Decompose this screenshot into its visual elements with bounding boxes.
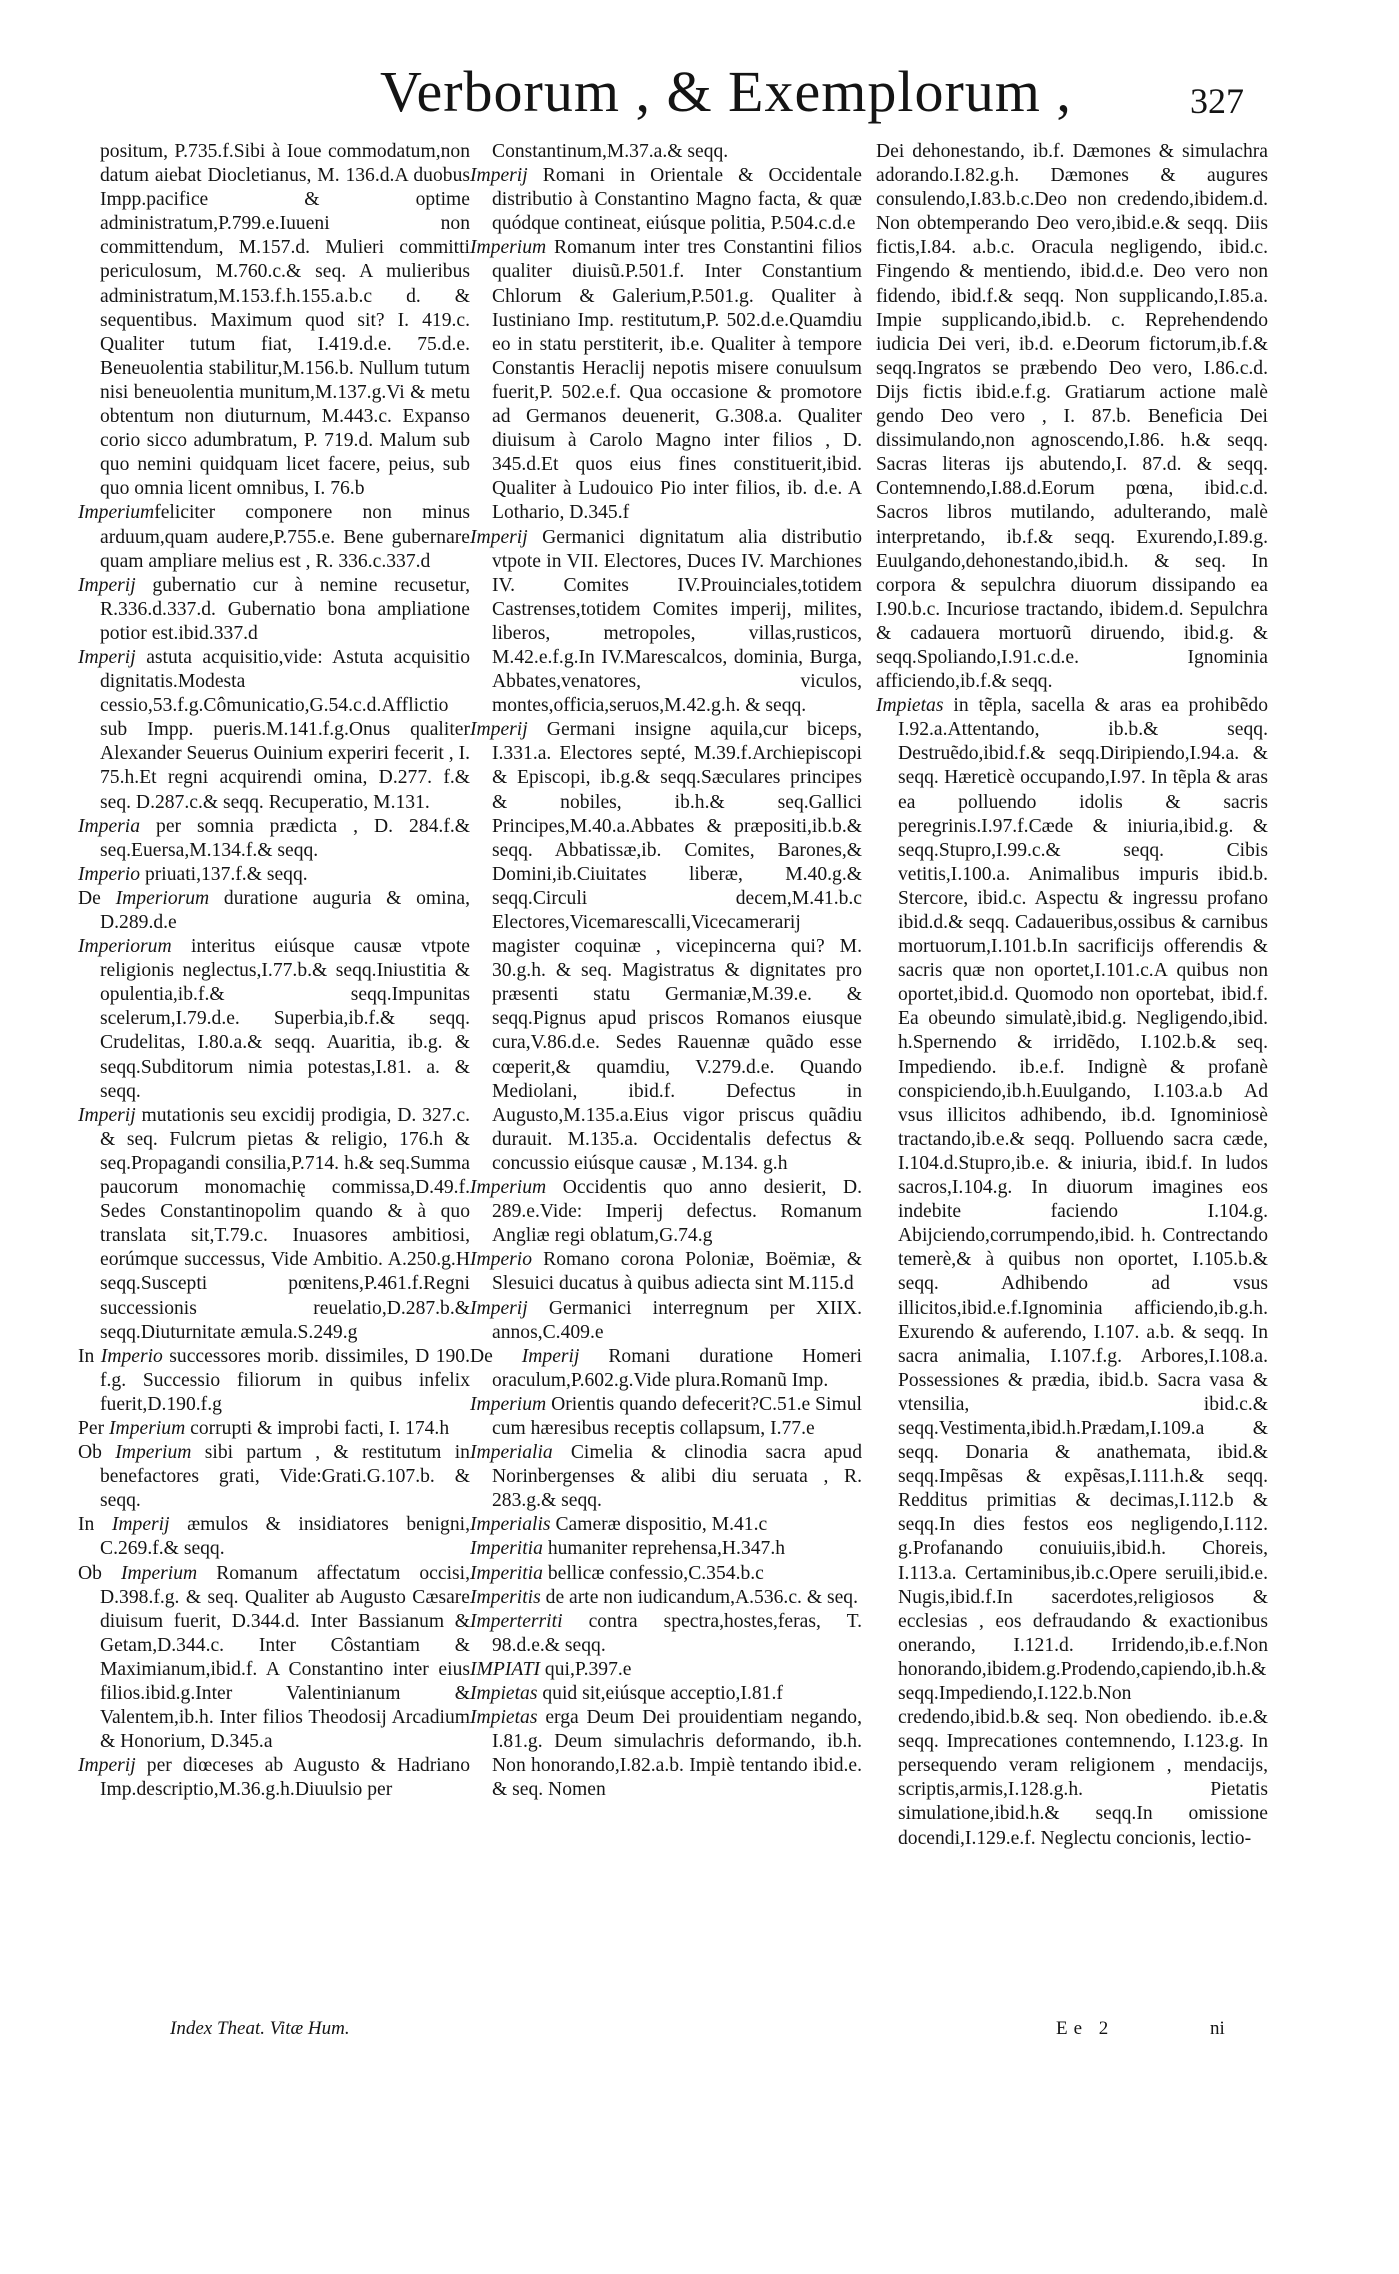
running-footer-title: Index Theat. Vitæ Hum. — [170, 2018, 350, 2039]
entry-text: Germanici dignitatum alia distributio vtpote in VII. Electores, Duces IV. Marchiones IV. Comites IV.Prouinciales,totidem Castrenses,totidem Comites imperij, milites, liberos, metropoles, villas,rusticos, M.42.e.f.g.In IV.Marescalcos, dominia, Burga, Abbates,venatores, viculos, montes,officia,seruos,M.42.g.h. & seqq. — [492, 526, 862, 717]
index-entry — [470, 164, 862, 236]
entry-headword: Imperialis — [470, 1514, 551, 1536]
entry-headword: Imperialia — [470, 1442, 553, 1464]
entry-headword: Imperio — [470, 1249, 533, 1271]
entry-text: erga Deum Dei prouidentiam negando, I.81.g. Deum simulachris deformando, ib.h. Non honorando,I.82.a.b. Impiè tentando ibid.e. & seq. Nomen — [492, 1707, 862, 1801]
entry-text: quid sit,eiúsque acceptio,I.81.f — [537, 1683, 783, 1704]
continuation-text: Constantinum,M.37.a.& seqq. — [492, 141, 729, 162]
page-header — [0, 58, 1260, 138]
entry-text: mutationis seu excidij prodigia, D. 327.c. & seq. Fulcrum pietas & religio, 176.h & seq.Propagandi consilia,P.714. h.& seq.Summa paucorum monomachię commissa,D.49.f. Sedes Constantinopolim quando & à quo translata sit,T.79.c. Inuasores ambitiosi, eorúmque successus, Vide Ambitio. A.250.g.H seqq.Suscepti pœnitens,P.461.f.Regni successionis reuelatio,D.287.b.& seqq.Diuturnitate æmula.S.249.g — [100, 1104, 470, 1343]
entry-text: duratione auguria & omina, D.289.d.e — [100, 887, 470, 933]
index-entry — [78, 1441, 470, 1513]
index-entry — [470, 236, 862, 525]
entry-headword: Imperium — [470, 237, 547, 259]
entry-headword: Imperium — [470, 1393, 547, 1415]
catchword: ni — [1210, 2018, 1225, 2039]
entry-text: gubernatio cur à nemine recusetur, R.336.d.337.d. Gubernatio bona ampliatione potior est.ibid.337.d — [100, 574, 470, 644]
entry-headword: Imperitis — [470, 1586, 541, 1608]
index-entry — [470, 1513, 862, 1537]
index-entry — [470, 1441, 862, 1513]
continuation-text: positum, P.735.f.Sibi à Ioue commodatum,non datum aiebat Diocletianus, M. 136.d.A duobus Impp.pacifice & optime administratum,P.799.e.Iuueni non committendum, M.157.d. Mulieri committi periculosum, M.760.c.& seq. A mulieribus administratum,M.153.f.h.155.a.b.c d. & sequentibus. Maximum quod sit? I. 419.c. Qualiter tutum fiat, I.419.d.e. 75.d.e. Beneuolentia stabilitur,M.156.b. Nullum tutum nisi beneuolentia munitum,M.137.g.Vi & metu obtentum non diuturnum, M.443.c. Expanso corio sicco adumbratum, P. 719.d. Malum sub quo nemini quidquam licet facere, peius, sub quo omnia licent omnibus, I. 76.b — [100, 141, 470, 500]
entry-prefix: Per — [78, 1417, 110, 1439]
entry-headword: Imperium — [470, 1177, 547, 1199]
index-entry — [78, 1513, 470, 1561]
entry-headword: Imperij — [470, 1297, 528, 1319]
index-entry — [470, 1682, 862, 1706]
entry-headword: Imperij — [470, 165, 528, 187]
entry-text: sibi partum , & restitutum in benefactores grati, Vide:Grati.G.107.b. & seqq. — [100, 1442, 470, 1512]
entry-prefix: In — [78, 1514, 112, 1536]
entry-prefix: De — [470, 1345, 522, 1367]
entry-text: per somnia prædicta , D. 284.f.& seq.Euersa,M.134.f.& seqq. — [100, 815, 470, 861]
entry-headword: Imperij — [470, 526, 528, 548]
index-entry — [78, 935, 470, 1104]
index-entry — [470, 1176, 862, 1248]
entry-headword: Imperij — [78, 574, 136, 596]
index-entry — [470, 1537, 862, 1561]
entry-text: Romani duratione Homeri oraculum,P.602.g.Vide plura.Romanũ Imp. — [492, 1345, 862, 1391]
entry-text: æmulos & insidiatores benigni, C.269.f.& seqq. — [100, 1514, 470, 1560]
entry-headword: Imperij — [78, 646, 136, 668]
entry-headword: Impietas — [876, 695, 944, 717]
index-entry — [78, 887, 470, 935]
entry-text: Romanum affectatum occisi, D.398.f.g. & seq. Qualiter ab Augusto Cæsare diuisum fuerit, D.344.d. Inter Bassianum & Getam,D.344.c. Inter Côstantiam & Maximianum,ibid.f. A Constantino inter eius filios.ibid.g.Inter Valentinianum & Valentem,ib.h. Inter filios Theodosij Arcadium & Honorium, D.345.a — [100, 1562, 470, 1753]
entry-text: Cameræ dispositio, M.41.c — [550, 1514, 768, 1536]
index-column-1 — [78, 140, 470, 1802]
entry-text: Romanum inter tres Constantini filios qualiter diuisũ.P.501.f. Inter Constantium Chlorum & Galerium,P.501.g. Qualiter à Iustiniano Imp. restitutum,P. 502.d.e.Quamdiu eo in statu perstiterit, ib.e. Qualiter à tempore Constantis Heraclij nepotis misere conuulsum fuerit,P. 502.e.f. Qua occasione & promotore ad Germanos deuenerit, G.308.a. Qualiter diuisum à Carolo Magno inter filios , D. 345.d.Et quos eius fines constituerit,ibid. Qualiter à Ludouico Pio inter filios, ib. d.e. A Lothario, D.345.f — [492, 237, 862, 524]
index-entry — [470, 1586, 862, 1610]
entry-headword: Imperij — [78, 1104, 136, 1126]
entry-text: priuati,137.f.& seqq. — [140, 863, 308, 885]
index-entry — [78, 1345, 470, 1417]
index-entry — [470, 718, 862, 1176]
signature-mark: Ee 2 — [1056, 2018, 1115, 2039]
entry-headword: Imperium — [121, 1562, 198, 1584]
index-entry — [470, 1345, 862, 1393]
entry-text: Romani in Orientale & Occidentale distributio à Constantino Magno facta, & quæ quódque contineat, eiúsque politia, P.504.c.d.e — [492, 165, 862, 235]
entry-headword: Imperij — [78, 1755, 136, 1777]
index-entry — [78, 815, 470, 863]
entry-headword: Imperij — [470, 719, 528, 741]
entry-text: per diœceses ab Augusto & Hadriano Imp.descriptio,M.36.g.h.Diuulsio per — [100, 1755, 470, 1801]
entry-headword: Imperium — [115, 1442, 192, 1464]
entry-prefix: Ob — [78, 1442, 116, 1464]
entry-prefix: In — [78, 1345, 101, 1367]
entry-text: Germani insigne aquila,cur biceps, I.331.a. Electores septé, M.39.f.Archiepiscopi & Episcopi, ib.g.& seqq.Sæculares principes & nobiles, ib.h.& seq.Gallici Principes,M.40.a.Abbates & præpositi,ib.b.& seqq. Abbatissæ,ib. Comites, Barones,& Domini,ib.Ciuitates liberæ, M.40.g.& seqq.Circuli decem,M.41.b.c Electores,Vicemarescalli,Vicecamerarij magister coquinæ , vicepincerna qui? M. 30.g.h. & seq. Magistratus & dignitates pro præsenti statu Germaniæ,M.39.e. & seqq.Pignus apud priscos Romanos eiusque cura,V.86.d.e. Sedes Rauennæ quãdo esse cœperit,& quamdiu, V.279.d.e. Quando Mediolani, ibid.f. Defectus in Augusto,M.135.a.Eius vigor priscus quãdiu durauit. M.135.a. Occidentalis defectus & concussio eiúsque causæ , M.134. g.h — [492, 719, 862, 1174]
index-entry — [470, 1706, 862, 1802]
entry-text: interitus eiúsque causæ vtpote religionis neglectus,I.77.b.& seqq.Iniustitia & opulentia,ib.f.& seqq.Impunitas scelerum,I.79.d.e. Superbia,ib.f.& seqq. Crudelitas, I.80.a.& seqq. Auaritia, ib.g. & seqq.Subditorum nimia potestas,I.81. a. & seqq. — [100, 936, 470, 1102]
index-entry — [470, 1297, 862, 1345]
entry-headword: Imperterriti — [470, 1610, 563, 1632]
index-entry — [78, 863, 470, 887]
entry-text: Occidentis quo anno desierit, D. 289.e.Vide: Imperij defectus. Romanum Angliæ regi oblatum,G.74.g — [492, 1177, 862, 1247]
entry-headword: Imperia — [78, 815, 141, 837]
entry-headword: Imperitia — [470, 1562, 543, 1584]
entry-headword: Imperij — [521, 1345, 580, 1367]
index-entry — [470, 1393, 862, 1441]
entry-text: Orientis quando defecerit?C.51.e Simul cum hæresibus receptis collapsum, I.77.e — [492, 1393, 862, 1439]
index-column-3 — [876, 140, 1268, 1851]
entry-text: de arte non iudicandum,A.536.c. & seq. — [540, 1586, 858, 1608]
page-number: 327 — [1190, 81, 1244, 121]
entry-headword: Imperio — [78, 863, 141, 885]
index-entry — [470, 1562, 862, 1586]
entry-headword: Imperium — [109, 1417, 186, 1439]
continuation-text: Dei dehonestando, ib.f. Dæmones & simulachra adorando.I.82.g.h. Dæmones & augures consulendo,I.83.b.c.Deo non credendo,ibidem.d. Non obtemperando Deo vero,ibid.e.& seqq. Diis fictis,I.84. a.b.c. Oracula negligendo, ibid.c. Fingendo & mentiendo, ibid.d.e. Deo vero non fidendo, ibid.f.& seqq. Non supplicando,I.85.a. Impie supplicando,ibid.b. c. Reprehendendo iudicia Dei veri, ib.d. e.Deorum fictorum,ib.f.& seqq.Ingratos se præbendo Deo vero, I.86.c.d. Dijs fictis ibid.e.f.g. Gratiarum actione malè gendo Deo vero , I. 87.b. Beneficia Dei dissimulando,non agnoscendo,I.86. h.& seqq. Sacras literas ijs abutendo,I. 87.d. & seqq. Contemnendo,I.88.d.Eorum pœna, ibid.c.d. Sacros libros mutilando, adulterando, malè interpretando, ib.f.& seqq. Exurendo,I.89.g. Euulgando,dehonestando,ibid.h. & seq. In corpora & sepulchra diuorum dissipando ea I.90.b.c. Incuriose tractando, ibidem.d. Sepulchra & cadauera mortuorũ diruendo, ibid.g. & seqq.Spoliando,I.91.c.d.e. Ignominia afficiendo,ib.f.& seqq. — [876, 141, 1268, 693]
entry-headword: Imperiorum — [78, 936, 172, 958]
entry-text: feliciter componere non minus arduum,quam audere,P.755.e. Bene gubernare quam ampliare melius est , R. 336.c.337.d — [100, 502, 470, 572]
entry-text: contra spectra,hostes,feras, T. 98.d.e.& seqq. — [492, 1610, 862, 1656]
entry-headword: IMPIATI — [470, 1658, 541, 1680]
index-entry — [78, 1417, 470, 1441]
index-column-2 — [470, 140, 862, 1802]
page-title: Verborum , & Exemplorum , — [380, 59, 1072, 124]
entry-prefix: Ob — [78, 1562, 121, 1584]
entry-text: successores morib. dissimiles, D 190. f.g. Successio filiorum in quibus infelix fuerit,D.190.f.g — [100, 1345, 470, 1415]
index-entry — [78, 1562, 470, 1755]
entry-text: in tẽpla, sacella & aras ea prohibẽdo I.92.a.Attentando, ib.b.& seqq. Destruẽdo,ibid.f.& seqq.Diripiendo,I.94.a. & seqq. Hæreticè occupando,I.97. In tẽpla & aras ea polluendo idolis & sacris peregrinis.I.97.f.Cæde & iniuria,ibid.g. & seqq.Stupro,I.99.c.& seqq. Cibis vetitis,I.100.a. Animalibus impuris ibid.b. Stercore, ibid.c. Aspectu & ingressu profano ibid.d.& seqq. Cadaueribus,ossibus & carnibus mortuorum,I.101.b.In sacrificijs offerendis & sacris quæ non oportet,I.101.c.A quibus non oportet,ibid.d. Quomodo non oportebat, ibid.f. Ea obeundo simulatè,ibid.g. Negligendo,ibid. h.Spernendo & irridẽdo, I.102.b.& seq. Impediendo. ib.e.f. Indignè & profanè conspiciendo,ib.h.Euulgando, I.103.a.b Ad vsus illicitos adhibendo, ib.d. Ignominiosè tractando,ib.e.& seqq. Polluendo sacra cæde, I.104.d.Stupro,ib.e. & iniuria, ibid.f. In ludos sacros,I.104.g. In diuorum imagines eos indebite faciendo I.104.g. Abijciendo,corrumpendo,ibid. h. Contrectando temerè,& à quibus non oportet, I.105.b.& seqq. Adhibendo ad vsus illicitos,ibid.e.f.Ignominia afficiendo,ib.g.h. Exurendo & auferendo, I.107. a.b. & seqq. In sacra animalia, I.107.f.g. Arbores,I.108.a. Possessiones & prædia, ibid.b. Sacra vasa & vtensilia, ibid.c.& seqq.Vestimenta,ibid.h.Prædam,I.109.a & seqq. Donaria & anathemata, ibid.& seqq.Impẽsas & expẽsas,I.111.h.& seqq. Redditus primitias & decimas,I.112.b & seqq.In dies festos eos negligendo,I.112. g.Profanando conuiuiis,ibid.h. Choreis, I.113.a. Certaminibus,ib.c.Opere seruili,ibid.e. Nugis,ibid.f.In sacerdotes,religiosos & ecclesias , eos defraudando & exactionibus onerando, I.121.d. Irridendo,ib.e.f.Non honorando,ibidem.g.Prodendo,capiendo,ib.h.& seqq.Impediendo,I.122.b.Non credendo,ibid.b.& seq. Non obediendo. ib.e.& seqq. Imprecationes contemnendo, I.123.g. In persequendo veram religionem , mendacijs, scriptis,armis,I.128.g.h. Pietatis simulatione,ibid.h.& seqq.In omissione docendi,I.129.e.f. Neglectu concionis, lectio- — [898, 695, 1268, 1849]
index-entry — [78, 501, 470, 573]
entry-text: corrupti & improbi facti, I. 174.h — [185, 1417, 450, 1439]
entry-text: Romano corona Poloniæ, Boëmiæ, & Slesuici ducatus à quibus adiecta sint M.115.d — [492, 1249, 862, 1295]
entry-text: qui,P.397.e — [540, 1658, 632, 1680]
entry-headword: Impietas — [470, 1683, 538, 1704]
index-entry — [78, 574, 470, 646]
entry-headword: Imperiorum — [115, 887, 210, 909]
entry-prefix: De — [78, 887, 116, 909]
entry-headword: Imperium — [78, 502, 155, 524]
entry-headword: Imperitia — [470, 1538, 543, 1560]
entry-headword: Imperio — [100, 1345, 163, 1367]
entry-headword: Impietas — [470, 1707, 538, 1729]
index-entry — [78, 1754, 470, 1802]
index-entry — [78, 646, 470, 815]
index-entry — [470, 1658, 862, 1682]
index-entry — [470, 526, 862, 719]
index-entry — [470, 1610, 862, 1658]
entry-text: Germanici interregnum per XIIX. annos,C.409.e — [492, 1297, 862, 1343]
index-entry — [470, 1248, 862, 1296]
entry-text: humaniter reprehensa,H.347.h — [542, 1538, 786, 1560]
index-entry — [876, 694, 1268, 1851]
entry-text: astuta acquisitio,vide: Astuta acquisitio dignitatis.Modesta cessio,53.f.g.Cômunicatio,G.54.c.d.Afflictio sub Impp. pueris.M.141.f.g.Onus qualiter Alexander Seuerus Ouinium experiri fecerit , I. 75.h.Et regni acquirendi omina, D.277. f.& seq. D.287.c.& seqq. Recuperatio, M.131. — [100, 646, 470, 813]
entry-text: Cimelia & clinodia sacra apud Norinbergenses & alibi diu seruata , R. 283.g.& seqq. — [492, 1442, 862, 1512]
entry-text: bellicæ confessio,C.354.b.c — [542, 1562, 764, 1584]
index-entry — [78, 1104, 470, 1345]
entry-headword: Imperij — [111, 1514, 170, 1536]
